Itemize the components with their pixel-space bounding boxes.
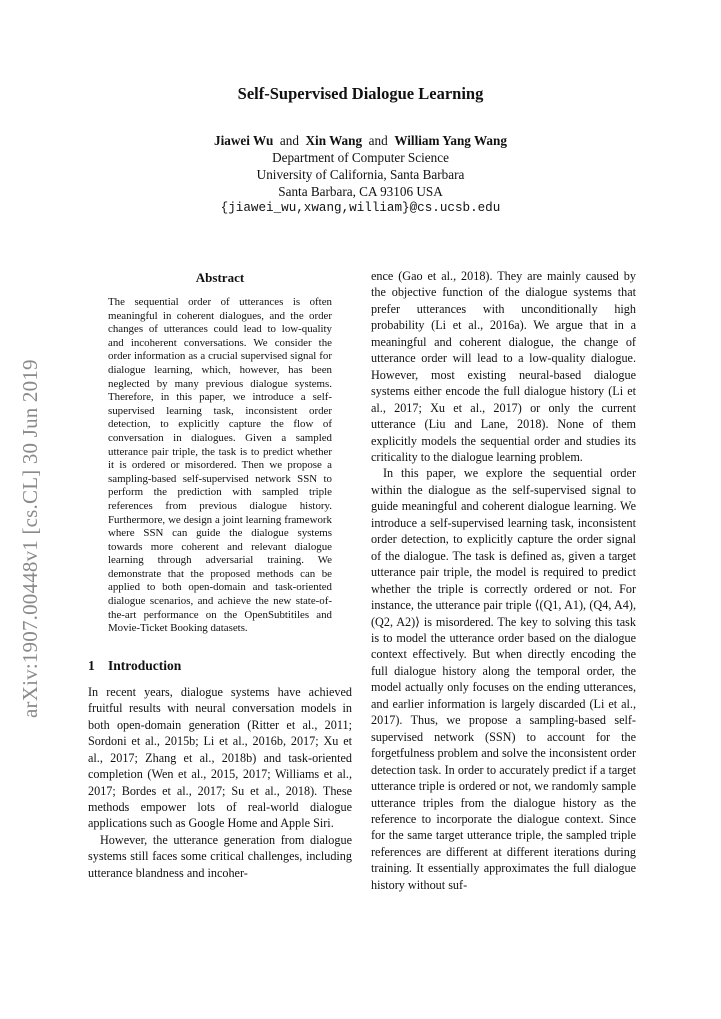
paper-title: Self-Supervised Dialogue Learning <box>237 84 484 103</box>
arxiv-stamp-text: arXiv:1907.00448v1 [cs.CL] 30 Jun 2019 <box>18 359 42 718</box>
left-column <box>88 268 352 881</box>
intro-paragraph-1: In recent years, dialogue systems have achieved fruitful results with neural conversation models in both open-domain generation (Ritter et al., 2011; Sordoni et al., 2015b; Li et al., 2016b, 2017; Xu et al., 2017; Zhang et al., 2018b) and task-oriented completion (Wen et al., 2015, 2017; Williams et al., 2017; Bordes et al., 2017; Su et al., 2018). These methods empower lots of real-world dialogue applications such as Google Home and Apple Siri. <box>88 684 352 831</box>
and-2: and <box>368 133 388 148</box>
and-1: and <box>279 133 299 148</box>
author-2: Xin Wang <box>305 133 363 148</box>
intro-paragraph-2-start: However, the utterance generation from dialogue systems still faces some critical challenges, including utterance blandness and incoher- <box>88 832 352 880</box>
affiliation-dept: Department of Computer Science <box>272 150 449 165</box>
intro-paragraph-2-cont: ence (Gao et al., 2018). They are mainly caused by the objective function of the dialogue systems that prefer utterances with unconditionally high probability (Li et al., 2016a). We argue that in a meaningful and coherent dialogue, the change of utterance order will lead to a low-quality dialogue. However, most existing neural-based dialogue systems either encode the full dialogue history (Li et al., 2017; Xu et al., 2017) or only the current utterance (Liu and Lane, 2018). None of them explicitly models the sequential order and studies its criticality to the dialogue learning problem. <box>371 269 636 464</box>
affiliation-univ: University of California, Santa Barbara <box>256 167 465 182</box>
intro-paragraph-3: In this paper, we explore the sequential order within the dialogue as the self-supervised signal to guide meaningful and coherent dialogue learning. We introduce a self-supervised learning task, inconsistent order detection, to explicitly capture the order signal of the dialogue. The task is defined as, given a target utterance pair triple, the model is required to predict whether the triple is correctly ordered or not. For instance, the utterance pair triple ⟨(Q1, A1), (Q4, A4), (Q2, A2)⟩ is misordered. The key to solving this task is to model the utterance order based on the dialogue context effectively. But when directly encoding the full dialogue history along the temporal order, the model actually only focuses on the ending utterances, and earlier information is largely discarded (Li et al., 2017). Thus, we propose a sampling-based self-supervised network (SSN) to account for the forgetfulness problem and solve the inconsistent order detection task. In order to accurately predict if a target utterance triple is ordered or not, we randomly sample utterance triples from the dialogue history as the reference to incorporate the dialogue context. Since for the same target utterance triple, the sampled triple references are different at different iterations during training. It essentially approximates the full dialogue history without suf- <box>371 466 636 892</box>
section-number: 1 <box>88 657 95 673</box>
author-3: William Yang Wang <box>394 133 507 148</box>
author-1: Jiawei Wu <box>214 133 274 148</box>
section-heading <box>88 658 352 674</box>
abstract-heading: Abstract <box>195 270 245 285</box>
arxiv-stamp <box>18 322 48 718</box>
author-block <box>0 132 721 217</box>
section-title: Introduction <box>108 657 182 673</box>
right-column <box>371 268 636 893</box>
affiliation-city: Santa Barbara, CA 93106 USA <box>278 184 443 199</box>
author-names <box>0 132 721 149</box>
author-email: {jiawei_wu,xwang,william}@cs.ucsb.edu <box>220 201 501 215</box>
abstract-text: The sequential order of utterances is often meaningful in coherent dialogues, and the order changes of utterances could lead to low-quality and incoherent conversations. We consider the order information as a crucial supervised signal for dialogue learning, which, however, has been neglected by many previous dialogue systems. Therefore, in this paper, we introduce a self-supervised learning task, inconsistent order detection, to explicitly capture the flow of conversation in dialogues. Given a sampled utterance pair triple, the task is to predict whether it is ordered or misordered. Then we propose a sampling-based self-supervised network SSN to perform the prediction with sampled triple references from previous dialogue history. Furthermore, we design a joint learning framework where SSN can guide the dialogue systems towards more coherent and relevant dialogue learning through adversarial training. We demonstrate that the proposed methods can be applied to both open-domain and task-oriented dialogue scenarios, and achieve the new state-of-the-art performance on the OpenSubtitiles and Movie-Ticket Booking datasets. <box>108 296 332 635</box>
